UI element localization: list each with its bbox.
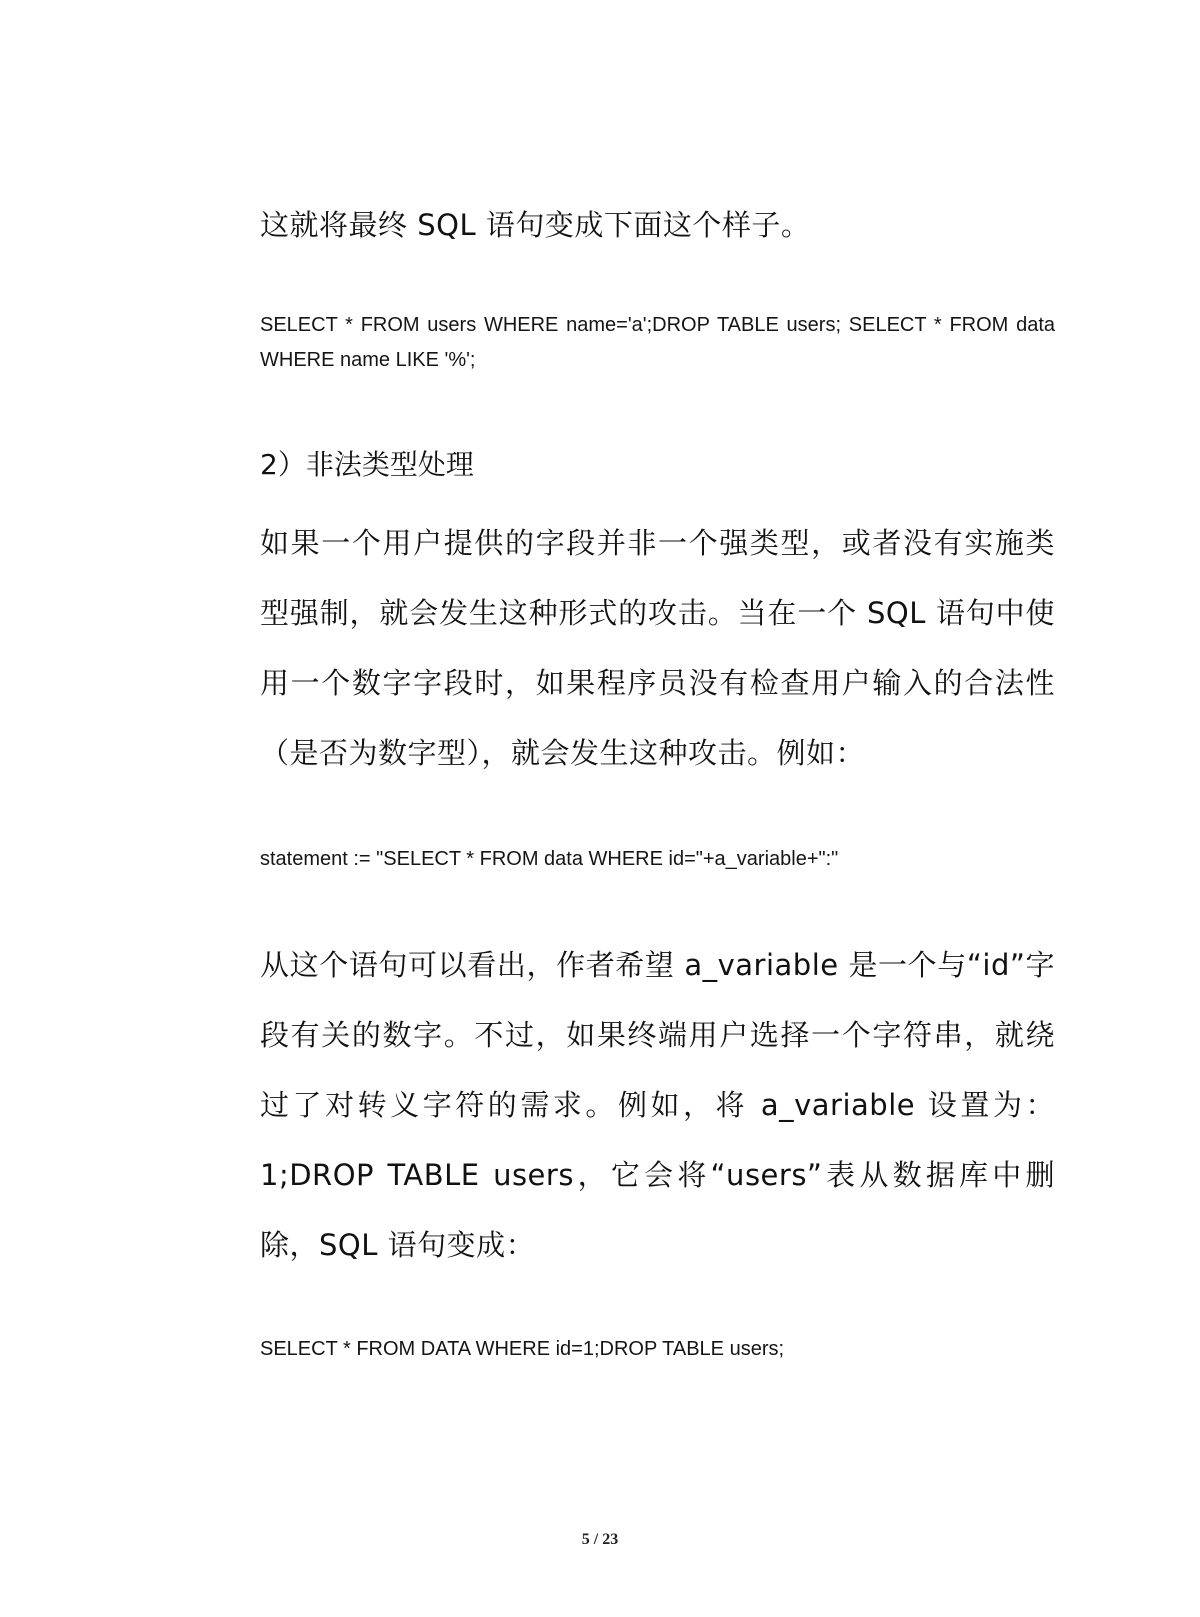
paragraph-illegal-type: 如果一个用户提供的字段并非一个强类型，或者没有实施类型强制，就会发生这种形式的攻击。当在一个 SQL 语句中使用一个数字字段时，如果程序员没有检查用户输入的合法性（是否为数字型），就会发生这种攻击。例如： (260, 526, 1055, 770)
paragraph-explanation: 从这个语句可以看出，作者希望 a_variable 是一个与“id”字段有关的数字。不过，如果终端用户选择一个字符串，就绕过了对转义字符的需求。例如，将 a_variable 设置为：1;DROP TABLE users，它会将“users”表从数据库中删除，SQL 语句变成： (260, 948, 1055, 1262)
code-snippet-3: SELECT * FROM DATA WHERE id=1;DROP TABLE users; (260, 1338, 785, 1360)
section-heading: 2）非法类型处理 (260, 448, 474, 481)
code-snippet-1: SELECT * FROM users WHERE name='a';DROP TABLE users; SELECT * FROM data WHERE name LIKE '%'; (260, 314, 1055, 371)
code-snippet-2: statement := "SELECT * FROM data WHERE id="+a_variable+":" (260, 848, 839, 870)
paragraph-intro: 这就将最终 SQL 语句变成下面这个样子。 (260, 208, 811, 242)
page-number: 5 / 23 (581, 1531, 619, 1548)
